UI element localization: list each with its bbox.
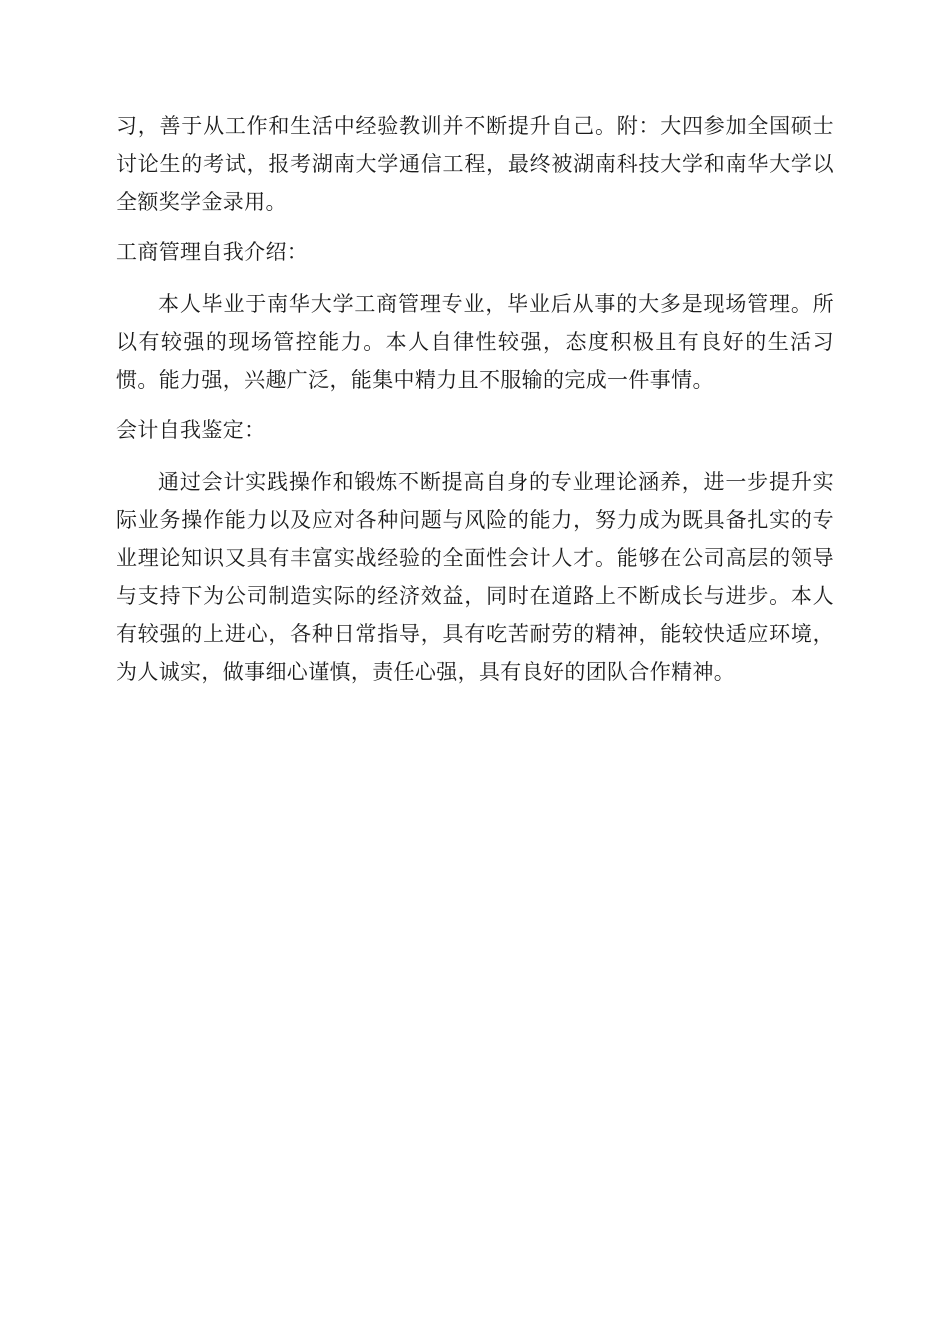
spacer bbox=[116, 271, 834, 285]
document-content bbox=[116, 107, 834, 691]
accounting-paragraph: 通过会计实践操作和锻炼不断提高自身的专业理论涵养，进一步提升实际业务操作能力以及应对各种问题与风险的能力，努力成为既具备扎实的专业理论知识又具有丰富实战经验的全面性会计人才。能够在公司高层的领导与支持下为公司制造实际的经济效益，同时在道路上不断成长与进步。本人有较强的上进心，各种日常指导，具有吃苦耐劳的精神，能较快适应环境，为人诚实，做事细心谨慎，责任心强，具有良好的团队合作精神。 bbox=[116, 470, 834, 684]
spacer bbox=[116, 399, 834, 411]
business-management-heading: 工商管理自我介绍： bbox=[116, 240, 309, 264]
spacer bbox=[116, 221, 834, 233]
accounting-heading: 会计自我鉴定： bbox=[116, 418, 266, 442]
intro-continuation-paragraph: 习，善于从工作和生活中经验教训并不断提升自己。附：大四参加全国硕士讨论生的考试，报考湖南大学通信工程，最终被湖南科技大学和南华大学以全额奖学金录用。 bbox=[116, 114, 834, 214]
business-management-paragraph: 本人毕业于南华大学工商管理专业，毕业后从事的大多是现场管理。所以有较强的现场管控能力。本人自律性较强，态度积极且有良好的生活习惯。能力强，兴趣广泛，能集中精力且不服输的完成一件事情。 bbox=[116, 292, 834, 392]
spacer bbox=[116, 449, 834, 463]
